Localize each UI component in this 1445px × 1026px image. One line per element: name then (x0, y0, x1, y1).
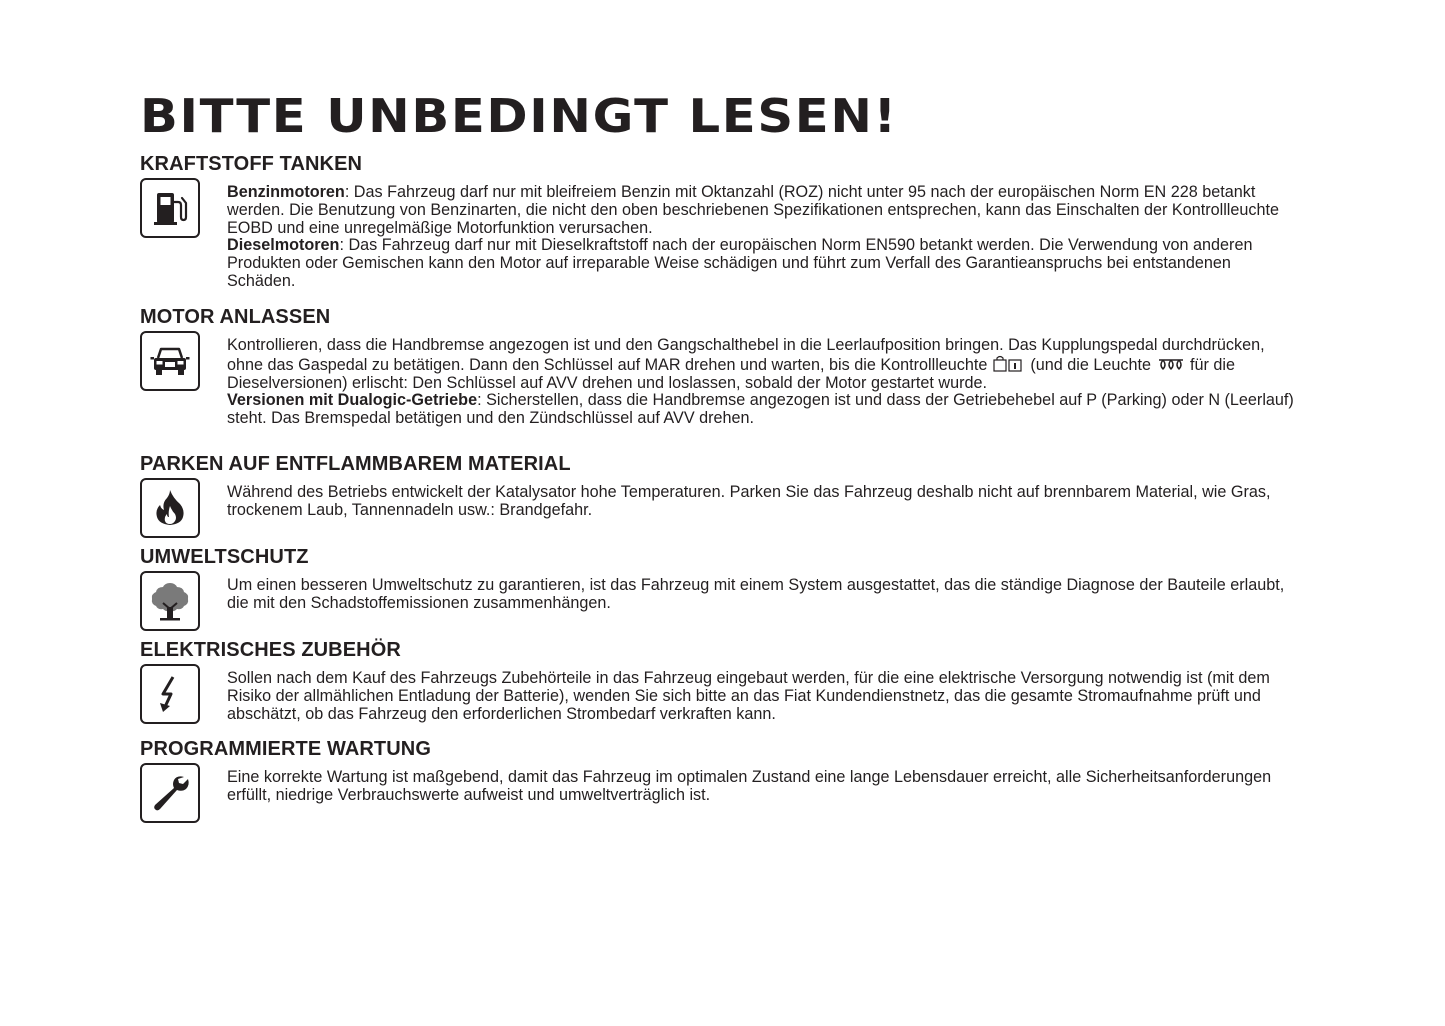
paragraph-parken: Während des Betriebs entwickelt der Katalysator hohe Temperaturen. Parken Sie das Fahrzeug deshalb nicht auf brennbarem Material, wie Gras, trockenem Laub, Tannennadeln usw.: Brandgefahr. (227, 483, 1271, 519)
lightning-icon (140, 664, 200, 724)
wrench-icon (140, 763, 200, 823)
paragraph-anlassen: Kontrollieren, dass die Handbremse angezogen ist und den Gangschalthebel in die Leerlaufposition bringen. Das Kupplungspedal durchdrücken, ohne das Gaspedal zu betätigen. Dann den Schlüssel auf MAR drehen und warten, bis die Kontrollleuchte (und die Leuchte für die Dieselversionen) erlischt: Den Schlüssel auf AVV drehen und loslassen, sobald der Motor gestartet wurde. (227, 336, 1265, 392)
glow-plug-icon (1156, 357, 1186, 373)
paragraph-zubehoer: Sollen nach dem Kauf des Fahrzeugs Zubehörteile in das Fahrzeug eingebaut werden, für die eine elektrische Versorgung notwendig ist (mit dem Risiko der allmählichen Entladung der Batterie), wenden Sie sich bitte an das Fiat Kundendienstnetz, das die gesamte Stromaufnahme prüft und abschätzt, ob das Fahrzeug den erforderlichen Strombedarf verkraften kann. (227, 669, 1270, 723)
page-title: BITTE UNBEDINGT LESEN! (140, 89, 898, 143)
section-heading: PROGRAMMIERTE WARTUNG (140, 738, 431, 760)
section-heading: KRAFTSTOFF TANKEN (140, 153, 363, 175)
section-heading: MOTOR ANLASSEN (140, 306, 331, 328)
paragraph-dieselmotoren: Dieselmotoren: Das Fahrzeug darf nur mit Dieselkraftstoff nach der europäischen Norm EN590 betankt werden. Die Verwendung von anderen Produkten oder Gemischen kann den Motor auf irreparable Weise schädigen und führt zum Verfall des Garantieanspruchs bei entstandenen Schäden. (227, 236, 1253, 290)
flame-icon (140, 478, 200, 538)
section-kraftstoff-tanken (140, 152, 1300, 291)
fuel-pump-icon (140, 178, 200, 238)
section-heading: PARKEN AUF ENTFLAMMBAREM MATERIAL (140, 453, 571, 475)
section-heading: ELEKTRISCHES ZUBEHÖR (140, 639, 401, 661)
tree-icon (140, 571, 200, 631)
paragraph-dualogic: Versionen mit Dualogic-Getriebe: Sicherstellen, dass die Handbremse angezogen ist und dass der Getriebehebel auf P (Parking) oder N (Leerlauf) steht. Das Bremspedal betätigen und den Zündschlüssel auf AVV drehen. (227, 391, 1294, 428)
section-heading: UMWELTSCHUTZ (140, 546, 309, 568)
car-icon (140, 331, 200, 391)
section-umweltschutz (140, 545, 1300, 613)
engine-immobilizer-icon (992, 355, 1026, 373)
section-elektrisches-zubehoer (140, 638, 1300, 723)
paragraph-wartung: Eine korrekte Wartung ist maßgebend, damit das Fahrzeug im optimalen Zustand eine lange Lebensdauer erreicht, alle Sicherheitsanforderungen erfüllt, niedrige Verbrauchswerte aufweist und umweltverträglich ist. (227, 768, 1272, 804)
section-programmierte-wartung (140, 737, 1300, 805)
section-motor-anlassen (140, 305, 1300, 428)
paragraph-umweltschutz: Um einen besseren Umweltschutz zu garantieren, ist das Fahrzeug mit einem System ausgestattet, das die ständige Diagnose der Bauteile erlaubt, die mit den Schadstoffemissionen zusammenhängen. (227, 576, 1285, 612)
section-parken (140, 452, 1300, 520)
paragraph-benzinmotoren: Benzinmotoren: Das Fahrzeug darf nur mit bleifreiem Benzin mit Oktanzahl (ROZ) nicht unter 95 nach der europäischen Norm EN 228 betankt werden. Die Benutzung von Benzinarten, die nicht den oben beschriebenen Spezifikationen entsprechen, kann das Einschalten der Kontrollleuchte EOBD und eine unregelmäßige Motorfunktion verursachen. (227, 183, 1279, 237)
